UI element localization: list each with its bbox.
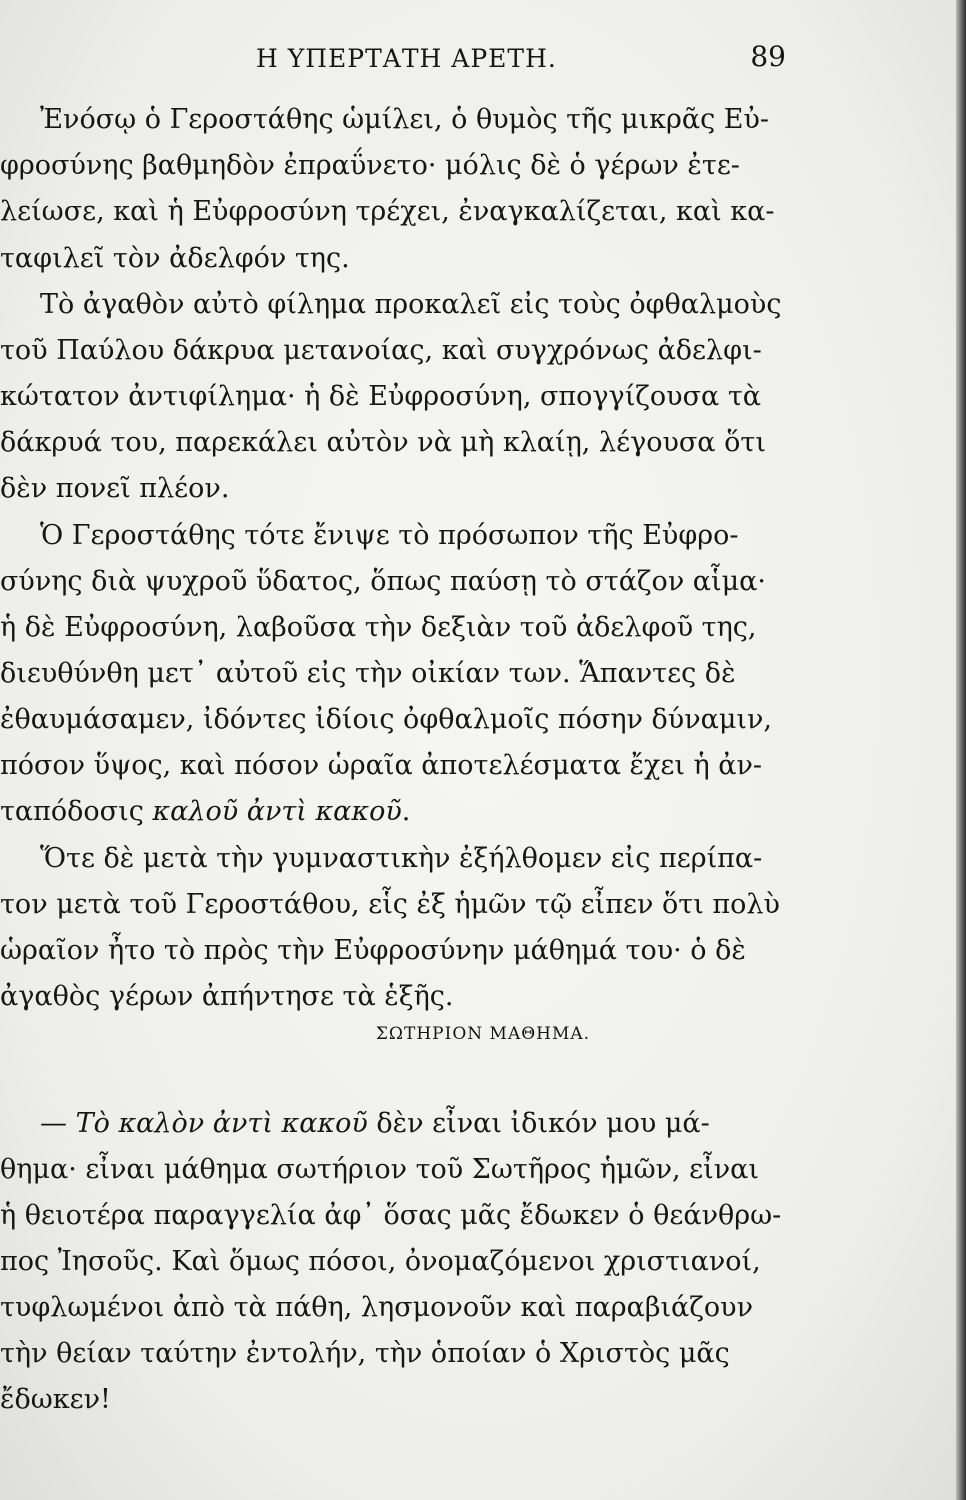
text-line: κώτατον ἀντιφίλημα· ἡ δὲ Εὐφροσύνη, σπογγίζουσα τὰ [0,381,761,412]
text-line: τυφλωμένοι ἀπὸ τὰ πάθη, λησμονοῦν καὶ παραβιάζουν [0,1292,754,1323]
running-head: Η ΥΠΕΡΤΑΤΗ ΑΡΕΤΗ. [256,44,557,73]
text-line: δάκρυά του, παρεκάλει αὐτὸν νὰ μὴ κλαίῃ, λέγουσα ὅτι [0,427,766,458]
text-line: ταπόδοσις καλοῦ ἀντὶ κακοῦ. [0,796,411,827]
text-line: ταφιλεῖ τὸν ἀδελφόν της. [0,243,350,274]
text-line: σύνης διὰ ψυχροῦ ὕδατος, ὅπως παύσῃ τὸ στάζον αἷμα· [0,566,766,597]
text-line: πόσον ὕψος, καὶ πόσον ὡραῖα ἀποτελέσματα ἔχει ἡ ἀν- [0,750,763,781]
text-line: δὲν πονεῖ πλέον. [0,473,230,504]
text-line: διευθύνθη μετ᾽ αὐτοῦ εἰς τὴν οἰκίαν των. Ἅπαντες δὲ [0,658,736,689]
text-line: — Τὸ καλὸν ἀντὶ κακοῦ δὲν εἶναι ἰδικόν μου μά- [40,1108,710,1139]
text-line: ἡ θειοτέρα παραγγελία ἀφ᾽ ὅσας μᾶς ἔδωκεν ὁ θεάνθρω- [0,1200,782,1231]
text-line: τον μετὰ τοῦ Γεροστάθου, εἷς ἐξ ἡμῶν τῷ εἶπεν ὅτι πολὺ [0,889,780,920]
section-heading: ΣΩΤΗΡΙΟΝ ΜΑΘΗΜΑ. [375,1024,591,1044]
italic-phrase: καλοῦ ἀντὶ κακοῦ [152,796,402,827]
text-line: θημα· εἶναι μάθημα σωτήριον τοῦ Σωτῆρος ἡμῶν, εἶναι [0,1154,759,1185]
page-number: 89 [750,40,786,73]
text-line: Ἐνόσῳ ὁ Γεροστάθης ὡμίλει, ὁ θυμὸς τῆς μικρᾶς Εὐ- [40,104,770,135]
text-line: λείωσε, καὶ ἡ Εὐφροσύνη τρέχει, ἐναγκαλίζεται, καὶ κα- [0,196,775,227]
text-line: Τὸ ἀγαθὸν αὐτὸ φίλημα προκαλεῖ εἰς τοὺς ὀφθαλμοὺς [40,289,782,320]
text-line: Ὁ Γεροστάθης τότε ἔνιψε τὸ πρόσωπον τῆς Εὐφρο- [40,520,739,551]
text-line: ἔδωκεν! [0,1384,111,1415]
text-line: φροσύνης βαθμηδὸν ἐπραΰνετο· μόλις δὲ ὁ γέρων ἐτε- [0,150,740,181]
text-line: Ὅτε δὲ μετὰ τὴν γυμναστικὴν ἐξήλθομεν εἰς περίπα- [40,843,763,874]
text-line: τὴν θείαν ταύτην ἐντολήν, τὴν ὁποίαν ὁ Χριστὸς μᾶς [0,1338,730,1369]
page-header [226,40,786,80]
text-line: τοῦ Παύλου δάκρυα μετανοίας, καὶ συγχρόνως ἀδελφι- [0,335,762,366]
text-line: ὡραῖον ἦτο τὸ πρὸς τὴν Εὐφροσύνην μάθημά του· ὁ δὲ [0,935,746,966]
text-line: πος Ἰησοῦς. Καὶ ὅμως πόσοι, ὀνομαζόμενοι χριστιανοί, [0,1246,761,1277]
italic-phrase: Τὸ καλὸν ἀντὶ κακοῦ [75,1108,368,1139]
text-line: ἡ δὲ Εὐφροσύνη, λαβοῦσα τὴν δεξιὰν τοῦ ἀδελφοῦ της, [0,612,757,643]
text-line: ἐθαυμάσαμεν, ἰδόντες ἰδίοις ὀφθαλμοῖς πόσην δύναμιν, [0,704,772,735]
text-line: ἀγαθὸς γέρων ἀπήντησε τὰ ἑξῆς. [0,981,454,1012]
